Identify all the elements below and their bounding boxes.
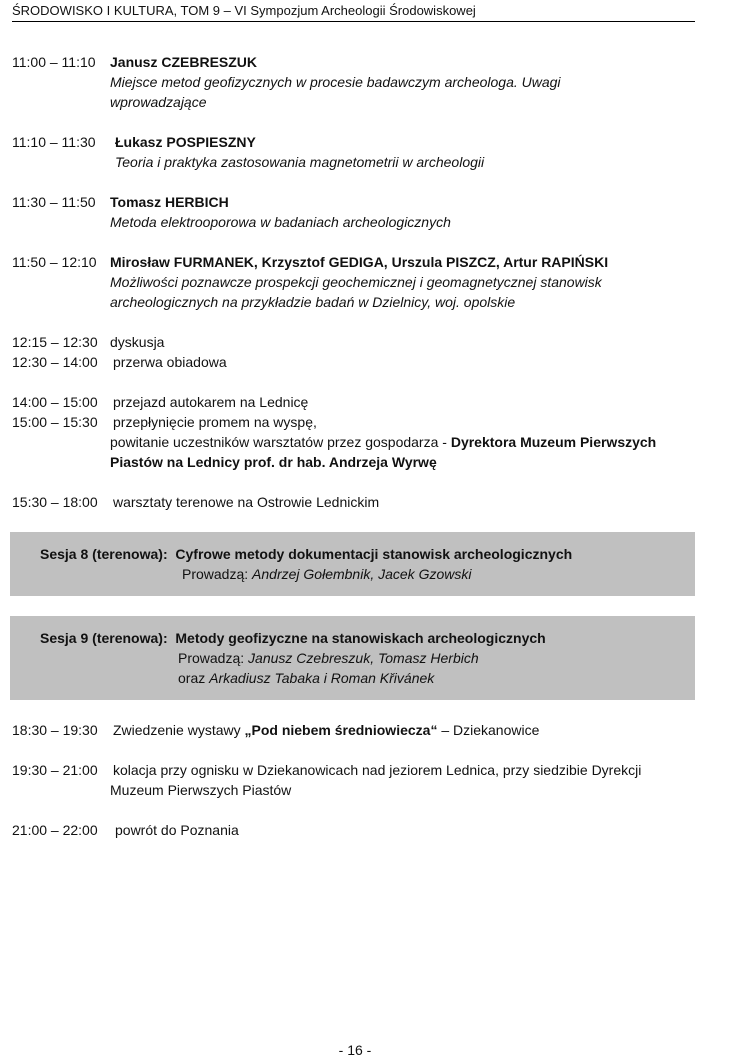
schedule-entry: [12, 820, 702, 840]
entry-time: 15:00 – 15:30: [12, 414, 98, 430]
schedule-entry: [12, 332, 702, 352]
entry-time: 18:30 – 19:30: [12, 722, 98, 738]
entry-time: 21:00 – 22:00: [12, 822, 98, 838]
session-leaders: Prowadzą: Andrzej Gołembnik, Jacek Gzowski: [182, 566, 472, 582]
schedule-entry: [12, 720, 702, 740]
schedule-entry: [12, 412, 702, 472]
page-number: - 16 -: [338, 1042, 372, 1058]
entry-time: 12:30 – 14:00: [12, 354, 98, 370]
entry-time: 15:30 – 18:00: [12, 494, 98, 510]
entry-speaker: Tomasz HERBICH: [110, 194, 229, 210]
entry-text: warsztaty terenowe na Ostrowie Lednickim: [113, 494, 380, 510]
schedule-entry: [12, 492, 702, 512]
entry-text-cont: Piastów na Lednicy prof. dr hab. Andrzeja Wyrwę: [110, 454, 437, 470]
entry-time: 14:00 – 15:00: [12, 394, 98, 410]
entry-text: przepłynięcie promem na wyspę,: [113, 414, 317, 430]
entry-text: Zwiedzenie wystawy „Pod niebem średniowiecza“ – Dziekanowice: [113, 722, 540, 738]
entry-title: Możliwości poznawcze prospekcji geochemicznej i geomagnetycznej stanowisk: [110, 274, 602, 290]
schedule-entry: [12, 760, 702, 800]
entry-text: przerwa obiadowa: [113, 354, 227, 370]
entry-speaker: Janusz CZEBRESZUK: [110, 54, 258, 70]
running-header: ŚRODOWISKO I KULTURA, TOM 9 – VI Sympozjum Archeologii Środowiskowej: [12, 2, 695, 22]
schedule-entry: [12, 352, 702, 372]
entry-text-cont: Muzeum Pierwszych Piastów: [110, 782, 292, 798]
session-title: Metody geofizyczne na stanowiskach archeologicznych: [175, 630, 546, 646]
entry-text: przejazd autokarem na Lednicę: [113, 394, 309, 410]
entry-text-cont: powitanie uczestników warsztatów przez gospodarza - Dyrektora Muzeum Pierwszych: [110, 434, 657, 450]
session-leaders: Prowadzą: Janusz Czebreszuk, Tomasz Herbich: [178, 650, 479, 666]
entry-title-cont: archeologicznych na przykładzie badań w Dzielnicy, woj. opolskie: [110, 294, 516, 310]
session-box: [10, 532, 695, 596]
entry-time: 11:50 – 12:10: [12, 254, 97, 270]
entry-speaker: Mirosław FURMANEK, Krzysztof GEDIGA, Urszula PISZCZ, Artur RAPIŃSKI: [110, 254, 609, 270]
schedule-entry: [12, 132, 702, 172]
entry-speaker: Łukasz POSPIESZNY: [115, 134, 256, 150]
session-label: Sesja 9 (terenowa):: [40, 630, 168, 646]
schedule-entry: [12, 52, 702, 112]
entry-text: dyskusja: [110, 334, 165, 350]
session-heading: [40, 544, 695, 564]
entry-time: 11:10 – 11:30: [12, 134, 96, 150]
entry-time: 19:30 – 21:00: [12, 762, 98, 778]
entry-time: 12:15 – 12:30: [12, 334, 98, 350]
program-schedule: [12, 52, 702, 840]
entry-time: 11:30 – 11:50: [12, 194, 96, 210]
entry-title: Metoda elektrooporowa w badaniach archeologicznych: [110, 214, 451, 230]
session-heading: [40, 628, 695, 648]
entry-text: kolacja przy ognisku w Dziekanowicach nad jeziorem Lednica, przy siedzibie Dyrekcji: [113, 762, 642, 778]
entry-title: Miejsce metod geofizycznych w procesie badawczym archeologa. Uwagi: [110, 74, 561, 90]
entry-title-cont: wprowadzające: [110, 94, 207, 110]
session-box: [10, 616, 695, 700]
session-label: Sesja 8 (terenowa):: [40, 546, 168, 562]
entry-time: 11:00 – 11:10: [12, 54, 96, 70]
schedule-entry: [12, 192, 702, 232]
schedule-entry: [12, 252, 702, 312]
entry-text: powrót do Poznania: [115, 822, 239, 838]
entry-title: Teoria i praktyka zastosowania magnetometrii w archeologii: [115, 154, 485, 170]
schedule-entry: [12, 392, 702, 412]
session-leaders-extra: oraz Arkadiusz Tabaka i Roman Křivánek: [178, 670, 435, 686]
session-title: Cyfrowe metody dokumentacji stanowisk archeologicznych: [175, 546, 573, 562]
